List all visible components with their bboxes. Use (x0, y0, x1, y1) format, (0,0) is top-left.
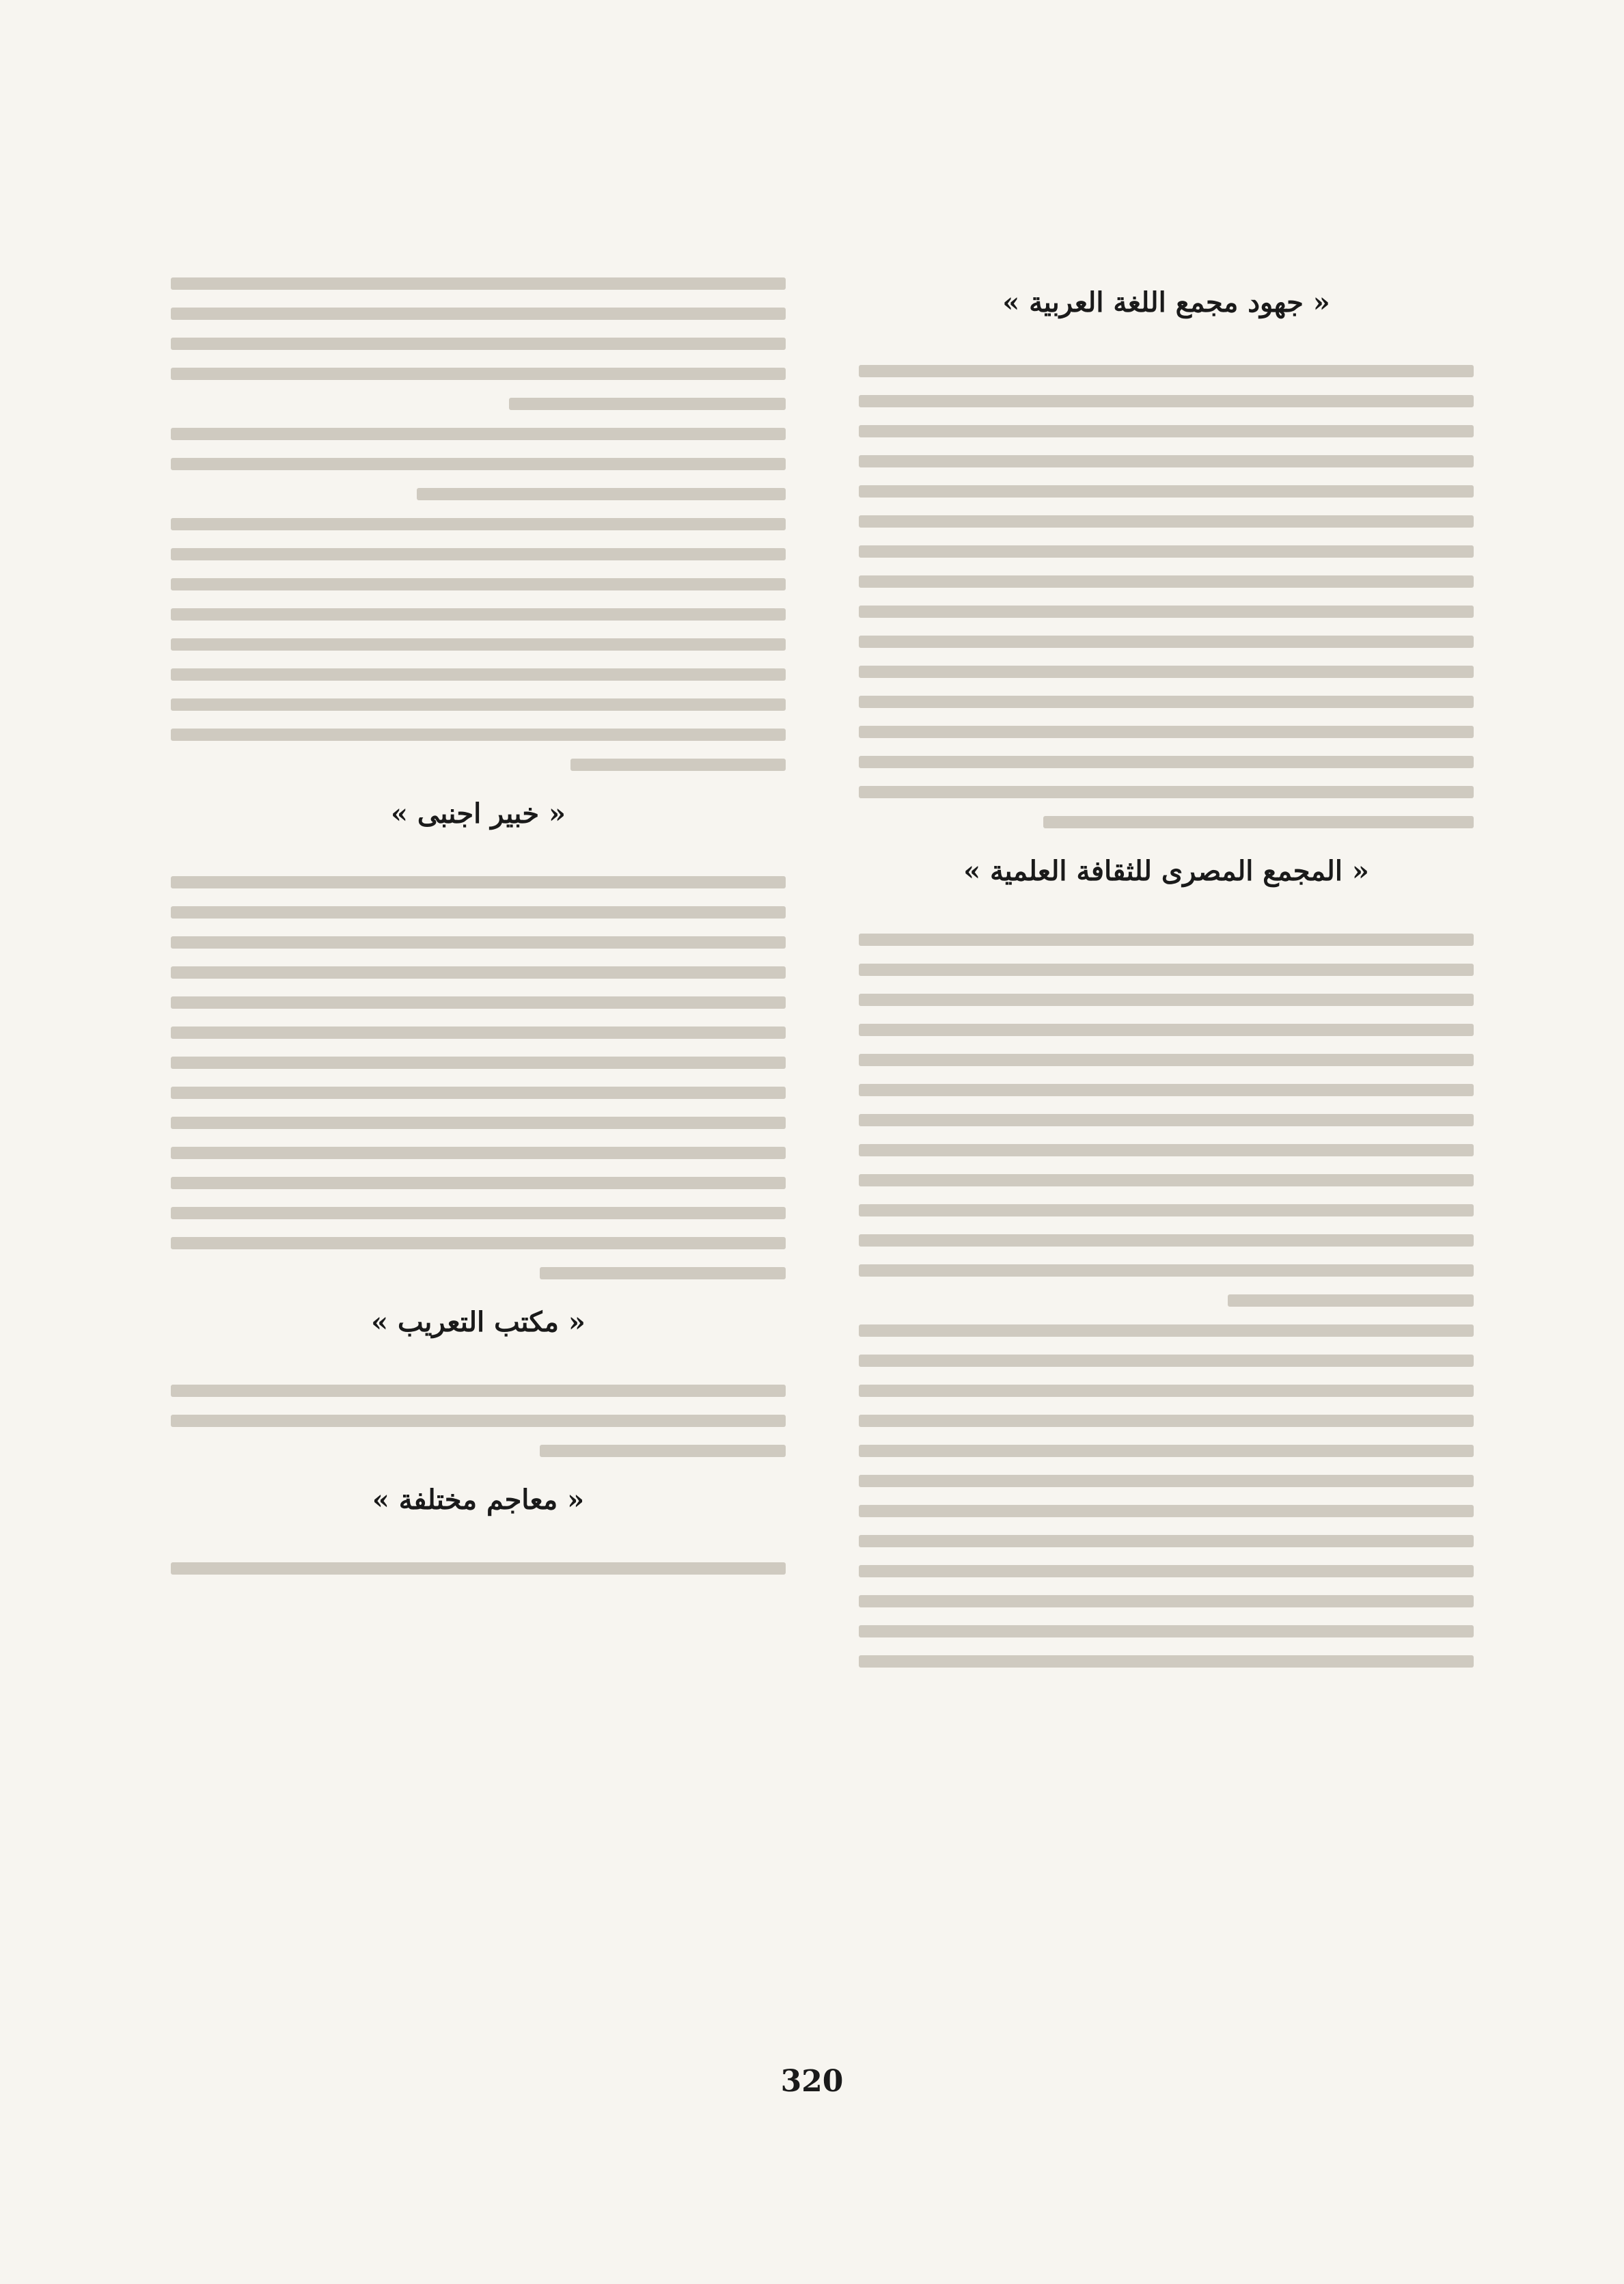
section-heading: « معاجم مختلفة » (372, 1484, 585, 1516)
right-column (859, 260, 1474, 1685)
text-placeholder (171, 1385, 786, 1457)
section-heading: « جهود مجمع اللغة العربية » (1002, 286, 1330, 318)
text-placeholder (171, 428, 786, 500)
text-placeholder (171, 876, 786, 1279)
left-column (171, 260, 786, 1592)
section-heading: « المجمع المصرى للثقافة العلمية » (963, 855, 1369, 887)
page-number: 320 (780, 2064, 844, 2099)
section-heading: « مكتب التعريب » (371, 1306, 586, 1338)
text-placeholder (859, 934, 1474, 1307)
text-placeholder (859, 1324, 1474, 1668)
text-placeholder (859, 365, 1474, 828)
text-placeholder (171, 518, 786, 771)
text-placeholder (171, 1562, 786, 1575)
section-heading: « خبير اجنبى » (390, 798, 566, 830)
text-placeholder (171, 277, 786, 410)
